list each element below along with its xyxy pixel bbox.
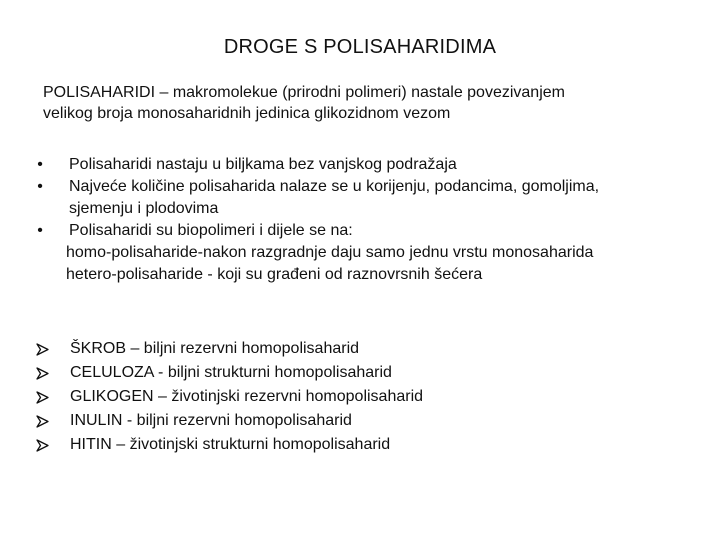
arrow-bullet-icon	[36, 361, 54, 385]
bullet-item	[30, 176, 710, 220]
bullet-marker: •	[37, 178, 43, 195]
bullet-text: Polisaharidi su biopolimeri i dijele se na:	[69, 222, 353, 239]
slide-title: DROGE S POLISAHARIDIMA	[223, 36, 497, 58]
intro-line: POLISAHARIDI – makromolekue (prirodni polimeri) nastale povezivanjem	[43, 84, 565, 101]
bullet-subline	[30, 242, 710, 286]
bullet-marker: •	[37, 222, 43, 239]
polysaccharide-description: – životinjski rezervni homopolisaharid	[153, 388, 424, 405]
bullet-item	[30, 220, 710, 242]
polysaccharide-description: – životinjski strukturni homopolisaharid	[111, 436, 391, 453]
polysaccharide-term: HITIN	[70, 436, 112, 453]
arrow-bullet-list	[36, 337, 696, 457]
arrow-list-item	[36, 337, 696, 361]
bullet-item	[30, 154, 710, 176]
intro-paragraph	[43, 82, 693, 124]
subline-homo: homo-polisaharide-nakon razgradnje daju samo jednu vrstu monosaharida	[66, 244, 594, 261]
polysaccharide-term: CELULOZA	[70, 364, 154, 381]
bullet-text: Najveće količine polisaharida nalaze se u korijenju, podancima, gomoljima,	[69, 178, 600, 195]
arrow-list-item	[36, 385, 696, 409]
arrow-bullet-icon	[36, 433, 54, 457]
polysaccharide-description: – biljni rezervni homopolisaharid	[126, 340, 360, 357]
arrow-bullet-icon	[36, 409, 54, 433]
arrow-list-item	[36, 433, 696, 457]
polysaccharide-description: - biljni strukturni homopolisaharid	[153, 364, 392, 381]
arrow-bullet-icon	[36, 385, 54, 409]
subline-hetero: hetero-polisaharide - koji su građeni od raznovrsnih šećera	[66, 266, 483, 283]
arrow-list-item	[36, 409, 696, 433]
bullet-marker: •	[37, 156, 43, 173]
bullet-list	[30, 154, 710, 286]
polysaccharide-term: GLIKOGEN	[70, 388, 154, 405]
bullet-text: Polisaharidi nastaju u biljkama bez vanjskog podražaja	[69, 156, 457, 173]
arrow-list-item	[36, 361, 696, 385]
polysaccharide-description: - biljni rezervni homopolisaharid	[122, 412, 352, 429]
arrow-bullet-icon	[36, 337, 54, 361]
polysaccharide-term: INULIN	[70, 412, 123, 429]
intro-line: velikog broja monosaharidnih jedinica glikozidnom vezom	[43, 105, 451, 122]
bullet-text-continuation: sjemenju i plodovima	[69, 200, 219, 217]
polysaccharide-term: ŠKROB	[70, 340, 127, 357]
